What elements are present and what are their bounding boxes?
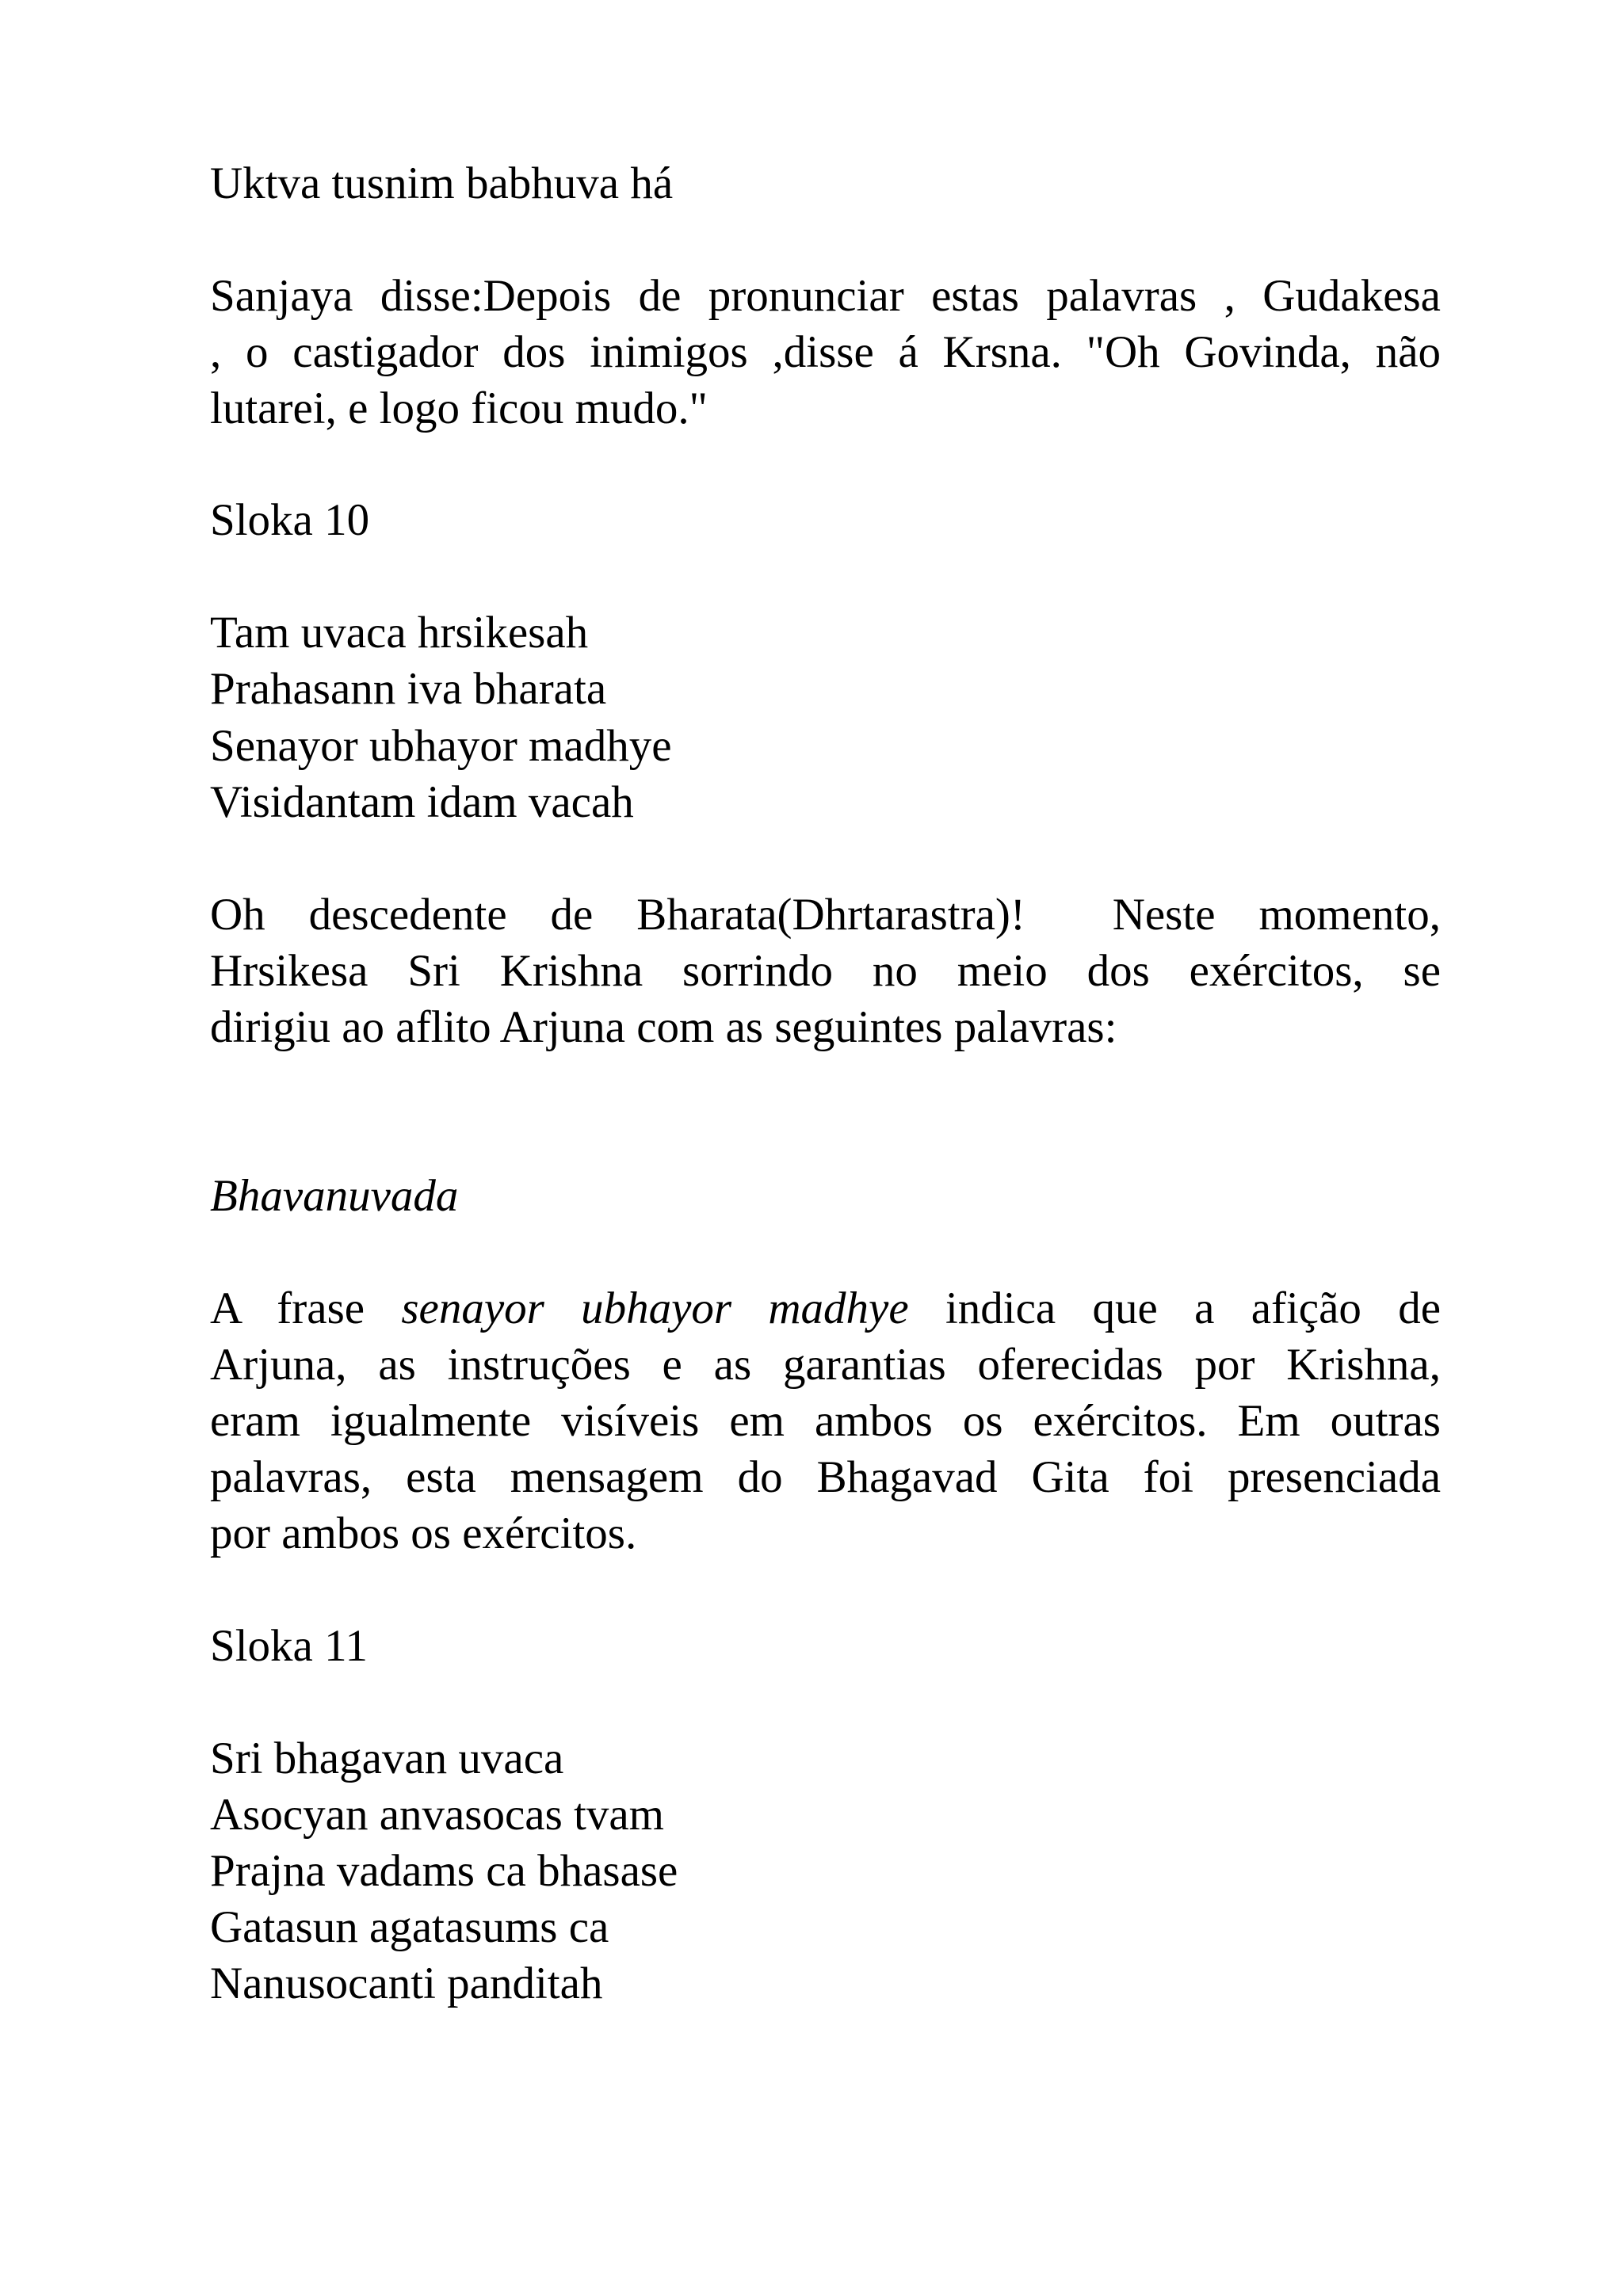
verse-line: Gatasun agatasums ca [210, 1902, 609, 1952]
verse-line: Sri bhagavan uvaca [210, 1733, 564, 1783]
verse-line: Senayor ubhayor madhye [210, 721, 672, 771]
commentary-line [210, 1280, 1441, 1337]
verse-line: Prajna vadams ca bhasase [210, 1846, 678, 1896]
verse-line: Asocyan anvasocas tvam [210, 1790, 664, 1840]
sloka-heading: Sloka 10 [210, 495, 370, 545]
commentary-line: por ambos os exércitos. [210, 1508, 637, 1558]
commentary-line: eram igualmente visíveis em ambos os exércitos. Em outras [210, 1396, 1441, 1446]
translation-line: Sanjaya disse:Depois de pronunciar estas palavras , Gudakesa [210, 271, 1441, 321]
translation-line: Oh descedente de Bharata(Dhrtarastra)! Neste momento, [210, 890, 1441, 940]
translation-line: lutarei, e logo ficou mudo." [210, 383, 708, 433]
verse-line: Visidantam idam vacah [210, 777, 634, 827]
commentary-line: palavras, esta mensagem do Bhagavad Gita foi presenciada [210, 1452, 1441, 1502]
section-heading: Bhavanuvada [210, 1171, 459, 1221]
translation-line: , o castigador dos inimigos ,disse á Krsna. "Oh Govinda, não [210, 327, 1441, 377]
commentary-text: A frase [210, 1283, 402, 1333]
sloka-heading: Sloka 11 [210, 1621, 368, 1671]
translation-line: Hrsikesa Sri Krishna sorrindo no meio dos exércitos, se [210, 946, 1441, 996]
verse-line: Tam uvaca hrsikesah [210, 608, 589, 658]
commentary-text: indica que a afição de [908, 1283, 1441, 1333]
commentary-italic-phrase: senayor ubhayor madhye [401, 1283, 909, 1333]
commentary-line: Arjuna, as instruções e as garantias oferecidas por Krishna, [210, 1340, 1441, 1390]
verse-line: Nanusocanti panditah [210, 1958, 603, 2008]
translation-line: dirigiu ao aflito Arjuna com as seguintes palavras: [210, 1002, 1117, 1052]
verse-line: Uktva tusnim babhuva há [210, 158, 674, 208]
verse-line: Prahasann iva bharata [210, 664, 607, 714]
